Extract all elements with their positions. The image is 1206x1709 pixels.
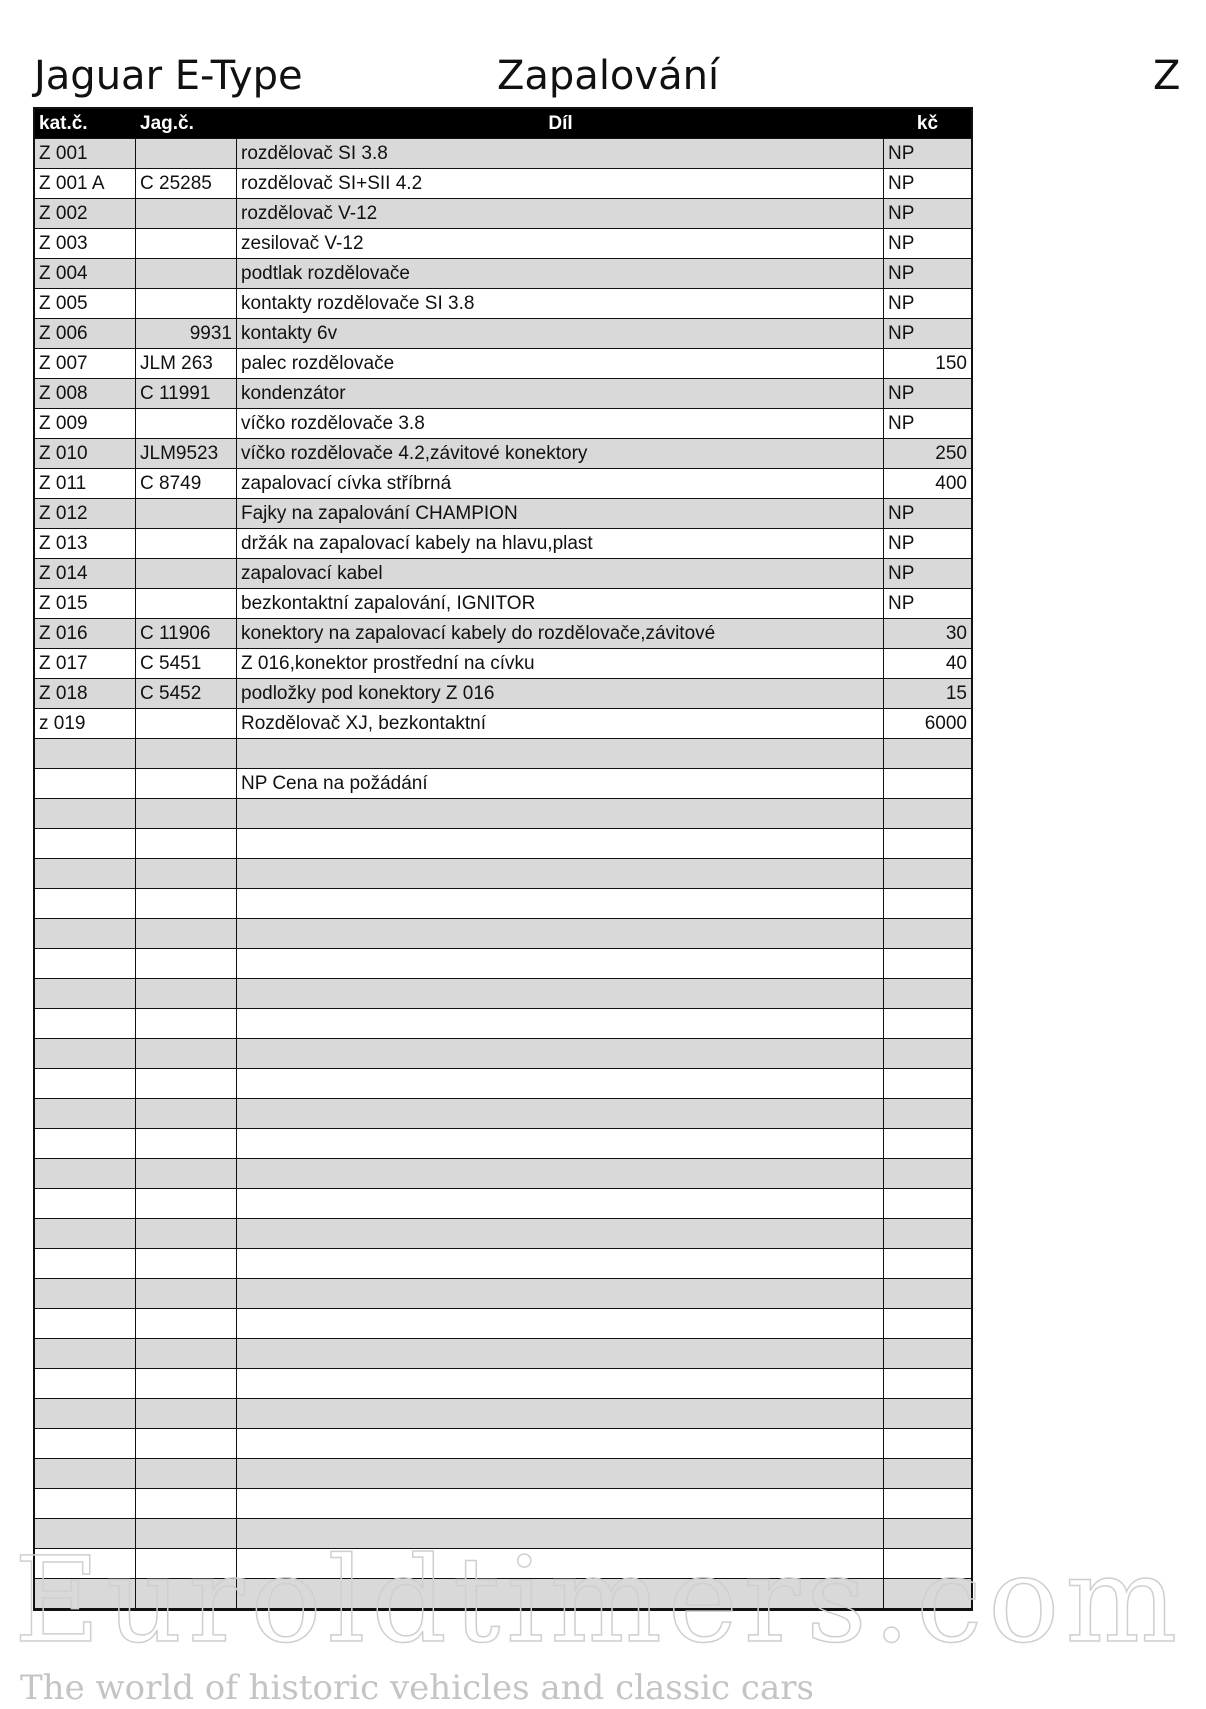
cell-cena bbox=[884, 1369, 971, 1398]
cell-jag-cislo bbox=[136, 769, 237, 798]
table-row bbox=[35, 768, 971, 798]
table-row bbox=[35, 258, 971, 288]
cell-dil bbox=[237, 889, 884, 918]
table-row bbox=[35, 798, 971, 828]
cell-kat-cislo: Z 012 bbox=[35, 499, 136, 528]
cell-kat-cislo: Z 004 bbox=[35, 259, 136, 288]
table-row bbox=[35, 1548, 971, 1578]
table-row bbox=[35, 1038, 971, 1068]
cell-kat-cislo: Z 013 bbox=[35, 529, 136, 558]
cell-cena: 150 bbox=[935, 353, 967, 374]
cell-kat-cislo bbox=[35, 1189, 136, 1218]
table-row bbox=[35, 1518, 971, 1548]
cell-dil bbox=[237, 1369, 884, 1398]
cell-jag-cislo bbox=[136, 1099, 237, 1128]
cell-dil bbox=[237, 1459, 884, 1488]
cell-kat-cislo bbox=[35, 1009, 136, 1038]
cell-jag-cislo bbox=[136, 1069, 237, 1098]
column-header-kat: kat.č. bbox=[39, 113, 88, 134]
cell-cena bbox=[884, 859, 971, 888]
cell-dil: kondenzátor bbox=[237, 379, 884, 408]
cell-jag-cislo: C 8749 bbox=[136, 469, 237, 498]
cell-cena: NP bbox=[888, 173, 915, 194]
table-row bbox=[35, 948, 971, 978]
cell-kat-cislo bbox=[35, 1369, 136, 1398]
cell-jag-cislo bbox=[136, 1279, 237, 1308]
table-row bbox=[35, 1578, 971, 1608]
cell-dil bbox=[237, 1249, 884, 1278]
cell-cena bbox=[884, 1039, 971, 1068]
table-row bbox=[35, 678, 971, 708]
cell-cena: 400 bbox=[935, 473, 967, 494]
table-header bbox=[35, 109, 971, 138]
cell-kat-cislo bbox=[35, 949, 136, 978]
cell-kat-cislo bbox=[35, 1099, 136, 1128]
table-row bbox=[35, 1338, 971, 1368]
cell-kat-cislo bbox=[35, 1459, 136, 1488]
cell-dil bbox=[237, 919, 884, 948]
table-row bbox=[35, 318, 971, 348]
cell-dil: palec rozdělovače bbox=[237, 349, 884, 378]
cell-cena: NP bbox=[888, 233, 915, 254]
cell-dil: rozdělovač V-12 bbox=[237, 199, 884, 228]
cell-jag-cislo bbox=[136, 919, 237, 948]
cell-cena bbox=[884, 889, 971, 918]
cell-cena bbox=[884, 1549, 971, 1578]
cell-dil bbox=[237, 1279, 884, 1308]
cell-dil bbox=[237, 1339, 884, 1368]
cell-dil: NP Cena na požádání bbox=[237, 769, 884, 798]
cell-jag-cislo bbox=[136, 199, 237, 228]
cell-cena bbox=[884, 739, 971, 768]
cell-cena bbox=[884, 1219, 971, 1248]
cell-kat-cislo bbox=[35, 1339, 136, 1368]
table-row bbox=[35, 1488, 971, 1518]
cell-jag-cislo: C 11906 bbox=[136, 619, 237, 648]
cell-kat-cislo bbox=[35, 1129, 136, 1158]
cell-cena bbox=[884, 1249, 971, 1278]
cell-cena bbox=[884, 1129, 971, 1158]
cell-kat-cislo bbox=[35, 1219, 136, 1248]
cell-cena: NP bbox=[888, 383, 915, 404]
cell-dil: Fajky na zapalování CHAMPION bbox=[237, 499, 884, 528]
cell-jag-cislo bbox=[136, 409, 237, 438]
cell-jag-cislo bbox=[136, 1579, 237, 1608]
table-row bbox=[35, 1368, 971, 1398]
cell-jag-cislo bbox=[136, 1459, 237, 1488]
cell-jag-cislo bbox=[136, 1129, 237, 1158]
cell-cena: NP bbox=[888, 293, 915, 314]
table-row bbox=[35, 1158, 971, 1188]
cell-cena: 6000 bbox=[924, 713, 967, 734]
table-row bbox=[35, 1068, 971, 1098]
cell-kat-cislo: Z 006 bbox=[35, 319, 136, 348]
parts-table bbox=[33, 107, 973, 1611]
cell-jag-cislo bbox=[136, 1219, 237, 1248]
cell-kat-cislo bbox=[35, 739, 136, 768]
cell-jag-cislo bbox=[136, 1009, 237, 1038]
cell-cena bbox=[884, 919, 971, 948]
cell-dil bbox=[237, 1489, 884, 1518]
cell-kat-cislo bbox=[35, 1489, 136, 1518]
table-row bbox=[35, 408, 971, 438]
cell-kat-cislo bbox=[35, 979, 136, 1008]
cell-kat-cislo: Z 005 bbox=[35, 289, 136, 318]
cell-jag-cislo: C 5452 bbox=[136, 679, 237, 708]
cell-kat-cislo bbox=[35, 1309, 136, 1338]
table-row bbox=[35, 288, 971, 318]
cell-cena bbox=[884, 1309, 971, 1338]
cell-dil bbox=[237, 799, 884, 828]
cell-cena bbox=[884, 1099, 971, 1128]
column-header-jag: Jag.č. bbox=[140, 113, 194, 134]
cell-kat-cislo: Z 001 bbox=[35, 139, 136, 168]
cell-dil: zapalovací cívka stříbrná bbox=[237, 469, 884, 498]
cell-cena bbox=[884, 1459, 971, 1488]
table-row bbox=[35, 738, 971, 768]
table-row bbox=[35, 588, 971, 618]
cell-kat-cislo: Z 015 bbox=[35, 589, 136, 618]
cell-jag-cislo bbox=[136, 139, 237, 168]
cell-dil: víčko rozdělovače 3.8 bbox=[237, 409, 884, 438]
cell-dil: Rozdělovač XJ, bezkontaktní bbox=[237, 709, 884, 738]
cell-cena bbox=[884, 829, 971, 858]
cell-kat-cislo bbox=[35, 1399, 136, 1428]
table-row bbox=[35, 1398, 971, 1428]
cell-jag-cislo bbox=[136, 559, 237, 588]
cell-jag-cislo bbox=[136, 1189, 237, 1218]
column-header-dil: Díl bbox=[548, 113, 573, 134]
cell-dil: zesilovač V-12 bbox=[237, 229, 884, 258]
table-row bbox=[35, 858, 971, 888]
cell-jag-cislo bbox=[136, 499, 237, 528]
watermark-tagline: The world of historic vehicles and classic cars bbox=[20, 1668, 814, 1708]
table-row bbox=[35, 138, 971, 168]
cell-jag-cislo bbox=[136, 949, 237, 978]
cell-dil bbox=[237, 1549, 884, 1578]
cell-kat-cislo: Z 016 bbox=[35, 619, 136, 648]
cell-cena: 15 bbox=[945, 683, 967, 704]
table-row bbox=[35, 1458, 971, 1488]
cell-jag-cislo bbox=[136, 799, 237, 828]
cell-kat-cislo bbox=[35, 1159, 136, 1188]
cell-dil bbox=[237, 859, 884, 888]
cell-kat-cislo: Z 010 bbox=[35, 439, 136, 468]
cell-jag-cislo bbox=[136, 709, 237, 738]
cell-kat-cislo: Z 007 bbox=[35, 349, 136, 378]
table-row bbox=[35, 1008, 971, 1038]
cell-dil bbox=[237, 1579, 884, 1608]
cell-cena: NP bbox=[888, 323, 915, 344]
cell-kat-cislo bbox=[35, 1279, 136, 1308]
cell-kat-cislo: Z 001 A bbox=[35, 169, 136, 198]
cell-dil: Z 016,konektor prostřední na cívku bbox=[237, 649, 884, 678]
cell-kat-cislo bbox=[35, 1519, 136, 1548]
cell-kat-cislo bbox=[35, 829, 136, 858]
cell-kat-cislo: Z 018 bbox=[35, 679, 136, 708]
cell-kat-cislo bbox=[35, 1549, 136, 1578]
cell-kat-cislo: Z 008 bbox=[35, 379, 136, 408]
table-row bbox=[35, 708, 971, 738]
table-row bbox=[35, 168, 971, 198]
table-row bbox=[35, 1278, 971, 1308]
cell-dil bbox=[237, 1429, 884, 1458]
cell-dil bbox=[237, 739, 884, 768]
cell-kat-cislo: Z 014 bbox=[35, 559, 136, 588]
cell-cena bbox=[884, 1339, 971, 1368]
cell-jag-cislo bbox=[136, 979, 237, 1008]
cell-kat-cislo bbox=[35, 1579, 136, 1608]
table-row bbox=[35, 1308, 971, 1338]
cell-jag-cislo bbox=[136, 1249, 237, 1278]
cell-jag-cislo bbox=[136, 1369, 237, 1398]
cell-cena bbox=[884, 1519, 971, 1548]
cell-dil bbox=[237, 949, 884, 978]
cell-jag-cislo bbox=[136, 589, 237, 618]
table-row bbox=[35, 618, 971, 648]
column-header-kc: kč bbox=[916, 113, 939, 134]
table-row bbox=[35, 1128, 971, 1158]
cell-kat-cislo: Z 017 bbox=[35, 649, 136, 678]
table-row bbox=[35, 198, 971, 228]
cell-jag-cislo: 9931 bbox=[136, 319, 237, 348]
cell-jag-cislo: JLM 263 bbox=[136, 349, 237, 378]
cell-jag-cislo bbox=[136, 1039, 237, 1068]
cell-kat-cislo bbox=[35, 1249, 136, 1278]
cell-jag-cislo bbox=[136, 829, 237, 858]
cell-cena bbox=[884, 1429, 971, 1458]
cell-jag-cislo bbox=[136, 739, 237, 768]
cell-cena bbox=[884, 1069, 971, 1098]
cell-jag-cislo bbox=[136, 1429, 237, 1458]
cell-kat-cislo bbox=[35, 919, 136, 948]
table-row bbox=[35, 1218, 971, 1248]
table-row bbox=[35, 1188, 971, 1218]
cell-jag-cislo bbox=[136, 1339, 237, 1368]
section-letter: Z bbox=[1153, 53, 1181, 99]
table-row bbox=[35, 558, 971, 588]
table-row bbox=[35, 918, 971, 948]
cell-kat-cislo: Z 002 bbox=[35, 199, 136, 228]
cell-jag-cislo bbox=[136, 289, 237, 318]
cell-dil bbox=[237, 1519, 884, 1548]
cell-dil: kontakty 6v bbox=[237, 319, 884, 348]
cell-kat-cislo bbox=[35, 859, 136, 888]
cell-cena bbox=[884, 799, 971, 828]
cell-dil: držák na zapalovací kabely na hlavu,plast bbox=[237, 529, 884, 558]
cell-dil: rozdělovač SI+SII 4.2 bbox=[237, 169, 884, 198]
cell-cena: NP bbox=[888, 413, 915, 434]
cell-jag-cislo bbox=[136, 889, 237, 918]
cell-jag-cislo bbox=[136, 229, 237, 258]
table-row bbox=[35, 648, 971, 678]
cell-dil bbox=[237, 1159, 884, 1188]
table-body bbox=[35, 138, 971, 1608]
cell-kat-cislo bbox=[35, 889, 136, 918]
cell-cena: 30 bbox=[945, 623, 967, 644]
cell-cena: NP bbox=[888, 203, 915, 224]
cell-jag-cislo bbox=[136, 1519, 237, 1548]
cell-cena bbox=[884, 769, 971, 798]
table-row bbox=[35, 1098, 971, 1128]
cell-kat-cislo: z 019 bbox=[35, 709, 136, 738]
cell-cena: NP bbox=[888, 533, 915, 554]
cell-dil: kontakty rozdělovače SI 3.8 bbox=[237, 289, 884, 318]
cell-cena: NP bbox=[888, 503, 915, 524]
cell-cena: NP bbox=[888, 263, 915, 284]
cell-dil: zapalovací kabel bbox=[237, 559, 884, 588]
cell-kat-cislo bbox=[35, 1429, 136, 1458]
cell-cena bbox=[884, 1189, 971, 1218]
cell-cena: NP bbox=[888, 563, 915, 584]
cell-kat-cislo bbox=[35, 1069, 136, 1098]
cell-cena: 250 bbox=[935, 443, 967, 464]
table-row bbox=[35, 438, 971, 468]
cell-cena bbox=[884, 1279, 971, 1308]
cell-cena bbox=[884, 1579, 971, 1608]
cell-kat-cislo bbox=[35, 1039, 136, 1068]
cell-jag-cislo bbox=[136, 1159, 237, 1188]
cell-jag-cislo bbox=[136, 1399, 237, 1428]
cell-cena bbox=[884, 949, 971, 978]
table-row bbox=[35, 1428, 971, 1458]
cell-cena bbox=[884, 1159, 971, 1188]
cell-jag-cislo bbox=[136, 1309, 237, 1338]
cell-dil bbox=[237, 1189, 884, 1218]
table-row bbox=[35, 978, 971, 1008]
table-row bbox=[35, 1248, 971, 1278]
table-row bbox=[35, 378, 971, 408]
cell-cena bbox=[884, 1009, 971, 1038]
cell-jag-cislo bbox=[136, 529, 237, 558]
cell-dil: rozdělovač SI 3.8 bbox=[237, 139, 884, 168]
cell-kat-cislo: Z 009 bbox=[35, 409, 136, 438]
table-row bbox=[35, 348, 971, 378]
cell-dil bbox=[237, 1129, 884, 1158]
cell-dil bbox=[237, 1399, 884, 1428]
cell-kat-cislo bbox=[35, 769, 136, 798]
cell-kat-cislo: Z 003 bbox=[35, 229, 136, 258]
table-row bbox=[35, 528, 971, 558]
cell-dil: podtlak rozdělovače bbox=[237, 259, 884, 288]
cell-jag-cislo bbox=[136, 859, 237, 888]
cell-jag-cislo bbox=[136, 1489, 237, 1518]
cell-dil: konektory na zapalovací kabely do rozdělovače,závitové bbox=[237, 619, 884, 648]
cell-dil bbox=[237, 979, 884, 1008]
cell-dil: podložky pod konektory Z 016 bbox=[237, 679, 884, 708]
cell-dil bbox=[237, 1219, 884, 1248]
table-row bbox=[35, 228, 971, 258]
cell-jag-cislo bbox=[136, 1549, 237, 1578]
cell-dil bbox=[237, 1009, 884, 1038]
cell-jag-cislo bbox=[136, 259, 237, 288]
table-row bbox=[35, 498, 971, 528]
cell-cena: 40 bbox=[945, 653, 967, 674]
cell-jag-cislo: JLM9523 bbox=[136, 439, 237, 468]
cell-dil: bezkontaktní zapalování, IGNITOR bbox=[237, 589, 884, 618]
cell-dil bbox=[237, 1069, 884, 1098]
cell-dil bbox=[237, 1039, 884, 1068]
cell-kat-cislo bbox=[35, 799, 136, 828]
cell-jag-cislo: C 25285 bbox=[136, 169, 237, 198]
cell-cena bbox=[884, 1399, 971, 1428]
cell-cena: NP bbox=[888, 593, 915, 614]
brand-title: Jaguar E-Type bbox=[34, 53, 303, 99]
cell-cena bbox=[884, 979, 971, 1008]
table-row bbox=[35, 828, 971, 858]
table-row bbox=[35, 468, 971, 498]
cell-cena bbox=[884, 1489, 971, 1518]
cell-dil bbox=[237, 1309, 884, 1338]
cell-cena: NP bbox=[888, 143, 915, 164]
cell-kat-cislo: Z 011 bbox=[35, 469, 136, 498]
cell-dil bbox=[237, 829, 884, 858]
cell-jag-cislo: C 11991 bbox=[136, 379, 237, 408]
cell-dil bbox=[237, 1099, 884, 1128]
table-row bbox=[35, 888, 971, 918]
section-title: Zapalování bbox=[497, 53, 720, 99]
cell-jag-cislo: C 5451 bbox=[136, 649, 237, 678]
cell-dil: víčko rozdělovače 4.2,závitové konektory bbox=[237, 439, 884, 468]
